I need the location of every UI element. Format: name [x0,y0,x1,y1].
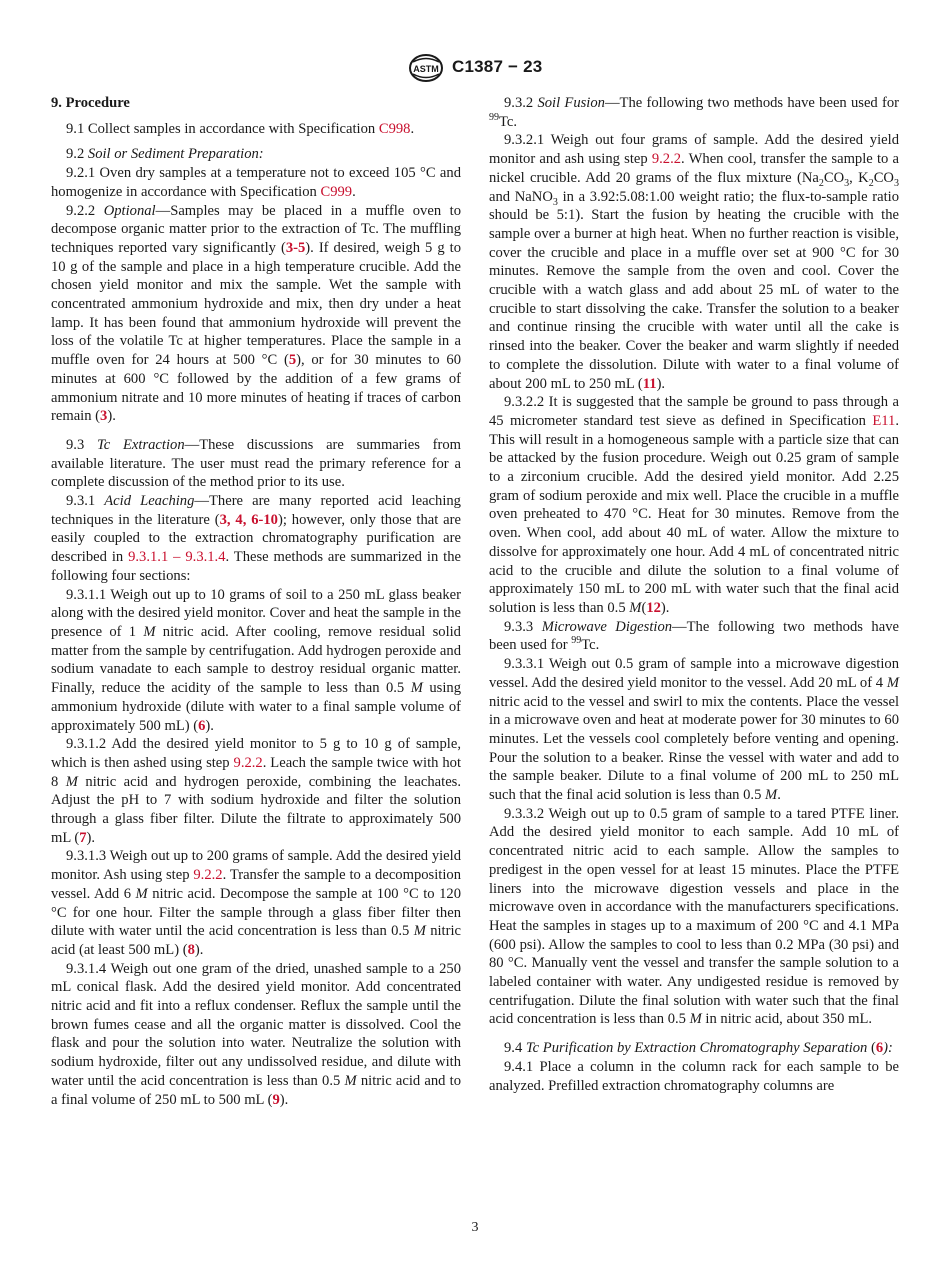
citation-3[interactable]: 3 [100,408,108,425]
paragraph-9-3-2-1: 9.3.2.1 Weigh out four grams of sample. Add the desired yield monitor and ash using step 9.2.2. When cool, transfer the sample to a nickel crucible. Add 20 grams of the flux mixture ($Na_2CO_3$, $K_2CO_3$ and NaNO$_3$ in a 3.92:5.08:1.00 weight ratio; the flux-to-sample ratio should be 5:1). Start the fusion by heating the crucible with the sample over a burner at high heat. When no further reaction is visible, cover the crucible and place in a muffle over set at 900 °C for 30 minutes. Remove the sample from the oven and cool. Cover the crucible with a watch glass and add about 25 mL of water to the crucible to start dissolving the cake. Transfer the solution to a beaker and continue rinsing the crucible with water until all the cake is rinsed into the beaker. Cover the beaker and warm slightly if needed to complete the dissolution. Dilute with water to a final volume of about 200 mL to 250 mL (11). [489,132,899,392]
citation-3-5[interactable]: 3-5 [285,239,306,256]
link-e11[interactable]: E11 [872,412,896,429]
paragraph-9-3-1-2: 9.3.1.2 Add the desired yield monitor to 5 g to 10 g of sample, which is then ashed using step 9.2.2. Leach the sample twice with hot 8 M nitric acid and hydrogen peroxide, combining the leachates. Adjust the pH to 7 with sodium hydroxide and filter the solution through a glass fiber filter. Dilute the filtrate to approximately 500 mL (7). [51,736,462,846]
left-column [51,94,461,1109]
astm-logo-icon [408,53,444,83]
citation-12[interactable]: 12 [646,599,661,616]
paragraph-9-2-1: 9.2.1 Oven dry samples at a temperature not to exceed 105 °C and homogenize in accordance with Specification C999. [51,165,461,200]
link-c999[interactable]: C999 [320,183,353,200]
citation-9[interactable]: 9 [272,1091,280,1108]
paragraph-9-3-3-2: 9.3.3.2 Weigh out up to 0.5 gram of sample to a tared PTFE liner. Add the desired yield monitor to each sample. Add 10 mL of concentrated nitric acid to each sample. Allow the samples to predigest in the open vessel for at least 15 minutes. Place the PTFE liners into the microwave digestion vessels and place in the microwave oven in accordance with the manufacturers specifications. Heat the samples in stages up to a maximum of 200 °C and 4.1 MPa (600 psi). Allow the samples to cool to less than 0.2 MPa (30 psi) and 80 °C. Manually vent the vessel and transfer the sample solution to a labeled container with water. Any undigested residue is removed by centrifugation. Dilute the final solution with water such that the final acid concentration is less than 0.5 M in nitric acid, about 350 mL. [489,805,899,1028]
paragraph-9-4: 9.4 Tc Purification by Extraction Chromatography Separation (6): [504,1040,893,1057]
paragraph-9-3-3-1: 9.3.3.1 Weigh out 0.5 gram of sample into a microwave digestion vessel. Add the desired yield monitor to the vessel. Add 20 mL of 4 M nitric acid to the vessel and swirl to mix the contents. Place the vessel in a microwave oven and heat at moderate power for 30 minutes to 60 minutes. Let the vessels cool completely before venting and opening. Pour the solution to a beaker. Rinse the vessel with water and add to the sample beaker. Dilute to a final volume of 200 mL to 250 mL such that the final acid solution is less than 0.5 M. [489,656,899,804]
paragraph-9-3: 9.3 Tc Extraction—These discussions are summaries from available literature. The user must read the primary reference for a complete discussion of the method prior to its use. [51,436,461,491]
paragraph-9-3-1-4: 9.3.1.4 Weigh out one gram of the dried, unashed sample to a 250 mL conical flask. Add the desired yield monitor. Add concentrated nitric acid and fit into a reflux condenser. Reflux the sample until the brown fumes cease and all the organic matter is dissolved. Cool the flask and pour the solution into water. Neutralize the solution with sodium hydroxide, filter out any undissolved residue, and dilute with water until the acid concentration is less than 0.5 M nitric acid and to a final volume of 250 mL to 500 mL (9). [51,960,461,1108]
paragraph-9-3-2-2: 9.3.2.2 It is suggested that the sample be ground to pass through a 45 micrometer standard test sieve as defined in Specification E11. This will result in a homogeneous sample with a particle size that can be attacked by the fusion procedure. Weigh out 0.25 gram of sample to a zirconium crucible. Add the desired yield monitor. Add 2.25 gram of sodium peroxide and mix well. Place the crucible in a muffle oven preheated to 470 °C. Heat for 30 minutes. Remove from the oven. When cool, add about 40 mL of water. Allow the mixture to dissolve for approximately one hour. Add 4 mL of concentrated nitric acid to the crucible and dilute the solution to a final volume of approximately 150 mL to 200 mL with water such that the final acid solution is less than 0.5 M(12). [489,394,899,616]
document-designation: C1387 − 23 [452,57,543,76]
citation-11[interactable]: 11 [642,375,657,392]
link-9-2-2[interactable]: 9.2.2 [651,151,682,168]
link-9-2-2[interactable]: 9.2.2 [233,754,263,771]
link-9-2-2[interactable]: 9.2.2 [193,867,223,884]
paragraph-9-3-1: 9.3.1 Acid Leaching—There are many reported acid leaching techniques in the literature (3, 4, 6-10); however, only those that are easily coupled to the extraction chromatography purification are described in 9.3.1.1 – 9.3.1.4. These methods are summarized in the following four sections: [51,493,461,584]
citation-6[interactable]: 6 [875,1040,884,1057]
page-number: 3 [471,1220,479,1235]
paragraph-9-2: 9.2 Soil or Sediment Preparation: [66,146,264,163]
right-column [489,94,899,1095]
paragraph-9-1: 9.1 Collect samples in accordance with Specification C998. [66,120,415,137]
citation-5[interactable]: 5 [288,352,297,369]
page-header [0,50,950,90]
paragraph-9-3-1-3: 9.3.1.3 Weigh out up to 200 grams of sample. Add the desired yield monitor. Ash using step 9.2.2. Transfer the sample to a decomposition vessel. Add 6 M nitric acid. Decompose the sample at 100 °C to 120 °C for one hour. Filter the sample through a glass fiber filter then dilute with water until the acid concentration is less than 0.5 M nitric acid (at least 500 mL) (8). [51,848,462,958]
paragraph-9-2-2: 9.2.2 Optional—Samples may be placed in a muffle oven to decompose organic matter prior to the extraction of Tc. The muffling techniques reported vary significantly (3-5). If desired, weigh 5 g to 10 g of the sample and place in a high temperature crucible. Add the chosen yield monitor and mix the sample. Wet the sample with concentrated ammonium hydroxide and mix, then dry under a heat lamp. It has been found that ammonium hydroxide will prevent the loss of the volatile Tc at higher temperatures. Place the sample in a muffle oven for 24 hours at 500 °C (5), or for 30 minutes to 60 minutes at 600 °C followed by the addition of a few grams of ammonium nitrate and 10 more minutes of heating if traces of carbon remain (3). [51,202,461,425]
citation-8[interactable]: 8 [187,941,195,958]
paragraph-9-3-2: 9.3.2 Soil Fusion—The following two methods have been used for $^{99}$Tc. [489,95,899,130]
paragraph-9-3-1-1: 9.3.1.1 Weigh out up to 10 grams of soil to a 250 mL glass beaker along with the desired yield monitor. Cover and heat the sample in the presence of 1 M nitric acid. After cooling, remove residual solid matter from the sample by centrifugation. Add hydrogen peroxide and sodium vanadate to each sample to destroy residual organic matter. Finally, reduce the acidity of the sample to less than 0.5 M using ammonium hydroxide (dilute with water to a final sample volume of approximately 500 mL) (6). [51,586,461,734]
link-9-3-1-1-to-9-3-1-4[interactable]: 9.3.1.1 – 9.3.1.4 [128,549,226,566]
section-9-title: 9. Procedure [51,95,130,111]
paragraph-9-4-1: 9.4.1 Place a column in the column rack for each sample to be analyzed. Prefilled extraction chromatography columns are [489,1058,899,1094]
paragraph-9-3-3: 9.3.3 Microwave Digestion—The following two methods have been used for $^{99}$Tc. [489,618,899,654]
link-c998[interactable]: C998 [378,120,411,137]
citation-6[interactable]: 6 [198,717,206,734]
citation-7[interactable]: 7 [79,829,87,846]
svg-text:ASTM: ASTM [413,64,439,74]
citation-3-4-6-10[interactable]: 3, 4, 6-10 [219,511,278,528]
